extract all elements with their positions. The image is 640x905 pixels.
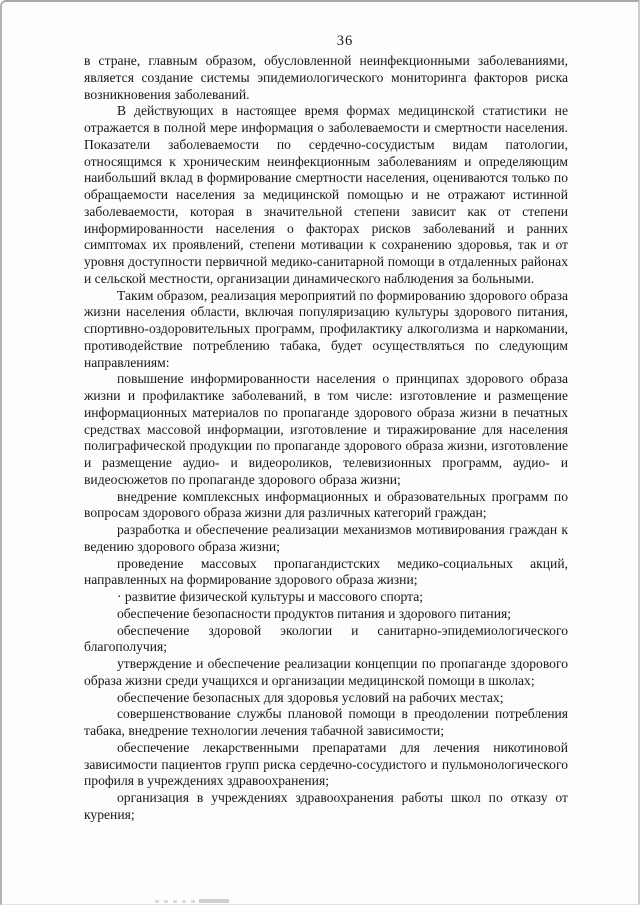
paragraph-item-programs: внедрение комплексных информационных и образовательных программ по вопросам здорового образа жизни для различных категорий граждан; — [84, 488, 568, 521]
paragraph-item-schools: утверждение и обеспечение реализации концепции по пропаганде здорового образа жизни среди учащихся и организации медицинской помощи в школах; — [84, 656, 568, 688]
page-number: 36 — [336, 33, 354, 49]
paragraph-item-tobacco-service: совершенствование службы плановой помощи в преодолении потребления табака, внедрение технологии лечения табачной зависимости; — [84, 706, 568, 738]
paragraph-item-quit-smoking-schools: организация в учреждениях здравоохранения работы школ по отказу от курения; — [84, 790, 568, 822]
document-body — [84, 53, 568, 824]
paragraph-item-workplaces: обеспечение безопасных для здоровья условий на рабочих местах; — [117, 689, 504, 705]
scan-artifact-dashes — [155, 900, 198, 903]
paragraph-continuation: в стране, главным образом, обусловленной неинфекционными заболеваниями, является создание системы эпидемиологического мониторинга факторов риска возникновения заболеваний. — [84, 53, 568, 102]
paragraph-healthy-lifestyle-intro: Таким образом, реализация мероприятий по формированию здорового образа жизни населения области, включая популяризацию культуры здорового питания, спортивно-оздоровительных программ, профилактику алкоголизма и наркомании, противодействие потреблению табака, будет осуществляться по следующим направлениям: — [84, 287, 568, 370]
paragraph-item-sport: · развитие физической культуры и массового спорта; — [117, 589, 424, 604]
scan-artifact — [155, 898, 230, 904]
scan-artifact-bar — [199, 899, 229, 903]
paragraph-item-motivation: разработка и обеспечение реализации механизмов мотивирования граждан к ведению здорового образа жизни; — [84, 522, 568, 554]
paragraph-item-ecology: обеспечение здоровой экологии и санитарно-эпидемиологического благополучия; — [84, 622, 568, 655]
paragraph-item-food-safety: обеспечение безопасности продуктов питания и здорового питания; — [117, 605, 511, 621]
paragraph-item-information: повышение информированности населения о принципах здорового образа жизни и профилактике заболеваний, в том числе: изготовление и размещение информационных материалов по пропаганде здорового образа жизни в печатных средствах массовой информации, изготовление и тиражирование для населения полиграфической продукции по пропаганде здорового образа жизни, изготовление и размещение аудио- и видеороликов, телевизионных программ, аудио- и видеосюжетов по пропаганде здорового образа жизни; — [84, 371, 568, 487]
paragraph-medical-statistics: В действующих в настоящее время формах медицинской статистики не отражается в полной мере информация о заболеваемости и смертности населения. Показатели заболеваемости по сердечно-сосудистым видам патологии, относящимся к хроническим неинфекционным заболеваниям и определяющим наибольший вклад в формирование смертности населения, оцениваются только по обращаемости населения за медицинской помощью и не отражают истинной заболеваемости, которая в значительной степени зависит как от степени информированности населения о факторах рисков заболеваний и ранних симптомах их проявлений, степени мотивации к сохранению здоровья, так и от уровня доступности первичной медико-санитарной помощи в отдаленных районах и сельской местности, организации динамического наблюдения за больными. — [84, 103, 568, 286]
paragraph-item-nicotine-drugs: обеспечение лекарственными препаратами для лечения никотиновой зависимости пациентов групп риска сердечно-сосудистого и пульмонологического профиля в учреждениях здравоохранения; — [84, 739, 568, 789]
paragraph-item-campaigns: проведение массовых пропагандистских медико-социальных акций, направленных на формирование здорового образа жизни; — [84, 555, 568, 588]
